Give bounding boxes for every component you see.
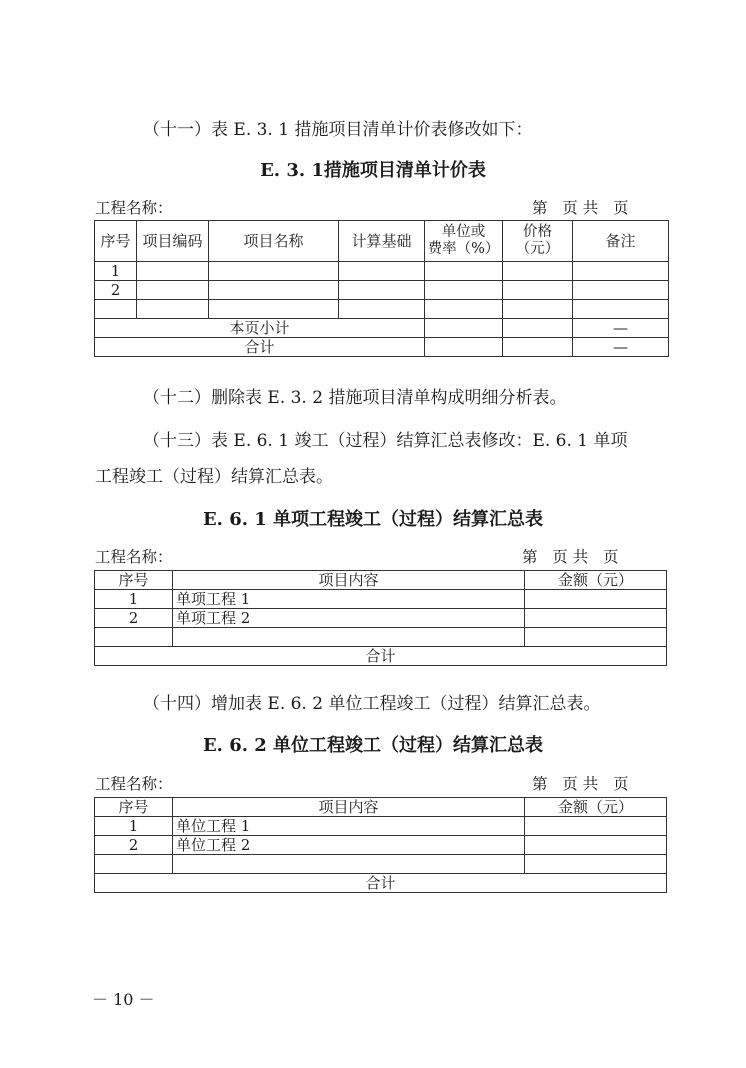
table3-page-info: 第 页 共 页: [532, 775, 629, 793]
table2-row-content: 单项工程 1: [173, 590, 525, 609]
table1-subtotal-label: 本页小计: [95, 319, 425, 338]
table-row: [95, 836, 667, 855]
table2-page-info: 第 页 共 页: [522, 548, 619, 566]
table3-row-content: 单位工程 2: [173, 836, 525, 855]
table3-row-no: [95, 855, 173, 874]
table1-header-remark: 备注: [573, 221, 669, 262]
table3-header-amount: 金额（元）: [525, 798, 667, 817]
paragraph-12: （十二）删除表 E. 3. 2 措施项目清单构成明细分析表。: [143, 388, 567, 408]
table-row: [95, 628, 667, 647]
table1-total-dash: —: [573, 338, 669, 357]
table-row: [95, 817, 667, 836]
table2: [94, 570, 667, 666]
table1-header-code: 项目编码: [137, 221, 209, 262]
table1-total-row: [95, 338, 669, 357]
table1-header-price-unit: （元）: [515, 241, 560, 257]
table2-total-label: 合计: [95, 647, 667, 666]
paragraph-13-line2: 工程竣工（过程）结算汇总表。: [95, 467, 333, 487]
table2-header-content: 项目内容: [173, 571, 525, 590]
table-row: [95, 609, 667, 628]
table1-header-price-label: 价格: [523, 224, 552, 240]
table1-header-unit-rate: [425, 221, 503, 262]
paragraph-13-line1: （十三）表 E. 6. 1 竣工（过程）结算汇总表修改：E. 6. 1 单项: [143, 431, 628, 451]
table-row: [95, 590, 667, 609]
table-row: [95, 855, 667, 874]
table3-header-row: [95, 798, 667, 817]
table3-title: E. 6. 2 单位工程竣工（过程）结算汇总表: [202, 735, 544, 756]
table3-total-label: 合计: [95, 874, 667, 893]
table1-row-no: 2: [95, 281, 137, 300]
table1-subtotal-dash: —: [573, 319, 669, 338]
table2-header-row: [95, 571, 667, 590]
table3-header-no: 序号: [95, 798, 173, 817]
table3-row-no: 2: [95, 836, 173, 855]
table1-page-info: 第 页 共 页: [532, 199, 629, 217]
table1-title: E. 3. 1措施项目清单计价表: [260, 160, 486, 181]
table1-row-no: [95, 300, 137, 319]
page-number: － 10 －: [92, 990, 155, 1009]
table1-header-row: [95, 221, 669, 262]
table3-project-name-label: 工程名称：: [95, 775, 173, 793]
table2-row-content: 单项工程 2: [173, 609, 525, 628]
table1-header-rate: 费率（%）: [427, 241, 500, 257]
table2-row-no: [95, 628, 173, 647]
table1-total-label: 合计: [95, 338, 425, 357]
table1-project-name-label: 工程名称：: [95, 199, 173, 217]
table3-row-content: [173, 855, 525, 874]
table3-header-content: 项目内容: [173, 798, 525, 817]
table2-header-amount: 金额（元）: [525, 571, 667, 590]
table3-row-no: 1: [95, 817, 173, 836]
table3-row-content: 单位工程 1: [173, 817, 525, 836]
paragraph-11: （十一）表 E. 3. 1 措施项目清单计价表修改如下：: [143, 120, 533, 140]
table2-title: E. 6. 1 单项工程竣工（过程）结算汇总表: [202, 509, 544, 530]
table-row: [95, 281, 669, 300]
table1-header-price: [503, 221, 573, 262]
table1-subtotal-row: [95, 319, 669, 338]
table1-header-unit: 单位或: [441, 224, 486, 240]
table2-total-row: [95, 647, 667, 666]
table1-header-name: 项目名称: [209, 221, 339, 262]
table2-row-content: [173, 628, 525, 647]
table3: [94, 797, 667, 893]
table2-header-no: 序号: [95, 571, 173, 590]
table2-row-no: 2: [95, 609, 173, 628]
table2-row-no: 1: [95, 590, 173, 609]
table1-header-no: 序号: [95, 221, 137, 262]
paragraph-14: （十四）增加表 E. 6. 2 单位工程竣工（过程）结算汇总表。: [143, 694, 601, 714]
table2-project-name-label: 工程名称：: [95, 548, 173, 566]
table3-total-row: [95, 874, 667, 893]
table1-header-basis: 计算基础: [339, 221, 425, 262]
table1-row-no: 1: [95, 262, 137, 281]
table-row: [95, 262, 669, 281]
table1: [94, 220, 669, 357]
table-row: [95, 300, 669, 319]
